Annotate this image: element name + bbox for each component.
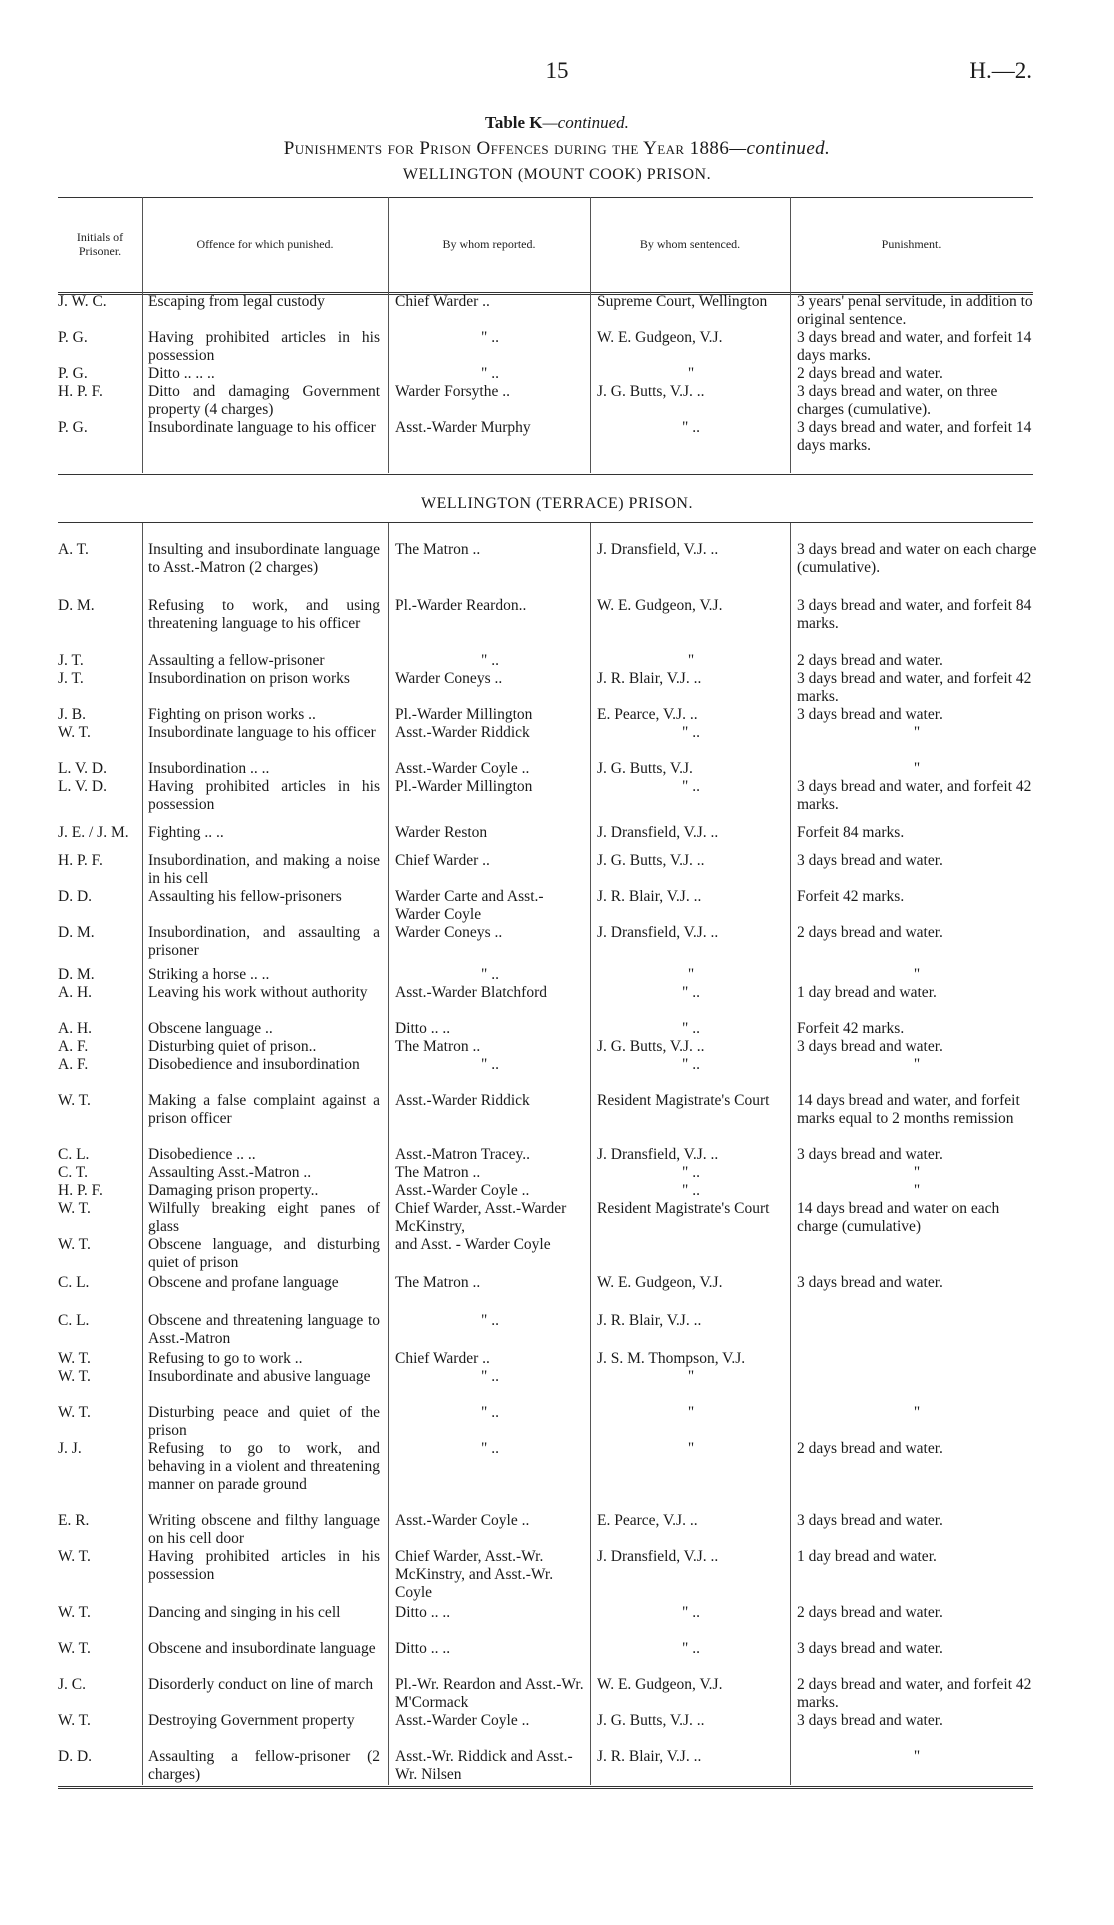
reported-cell: Asst.-Warder Riddick [395, 724, 530, 741]
section-title-terrace: WELLINGTON (TERRACE) PRISON. [421, 495, 693, 512]
reported-cell: Chief Warder .. [395, 852, 490, 869]
initials-cell: P. G. [58, 329, 88, 346]
offence-cell: Assaulting his fellow-prisoners [148, 888, 342, 905]
initials-cell: C. L. [58, 1274, 90, 1291]
sentenced-cell: " [687, 365, 695, 382]
column-header-initials [58, 198, 142, 290]
reported-cell: Ditto .. .. [395, 1640, 451, 1657]
reported-cell: Warder Reston [395, 824, 488, 841]
initials-cell: C. L. [58, 1312, 90, 1329]
offence-cell: Insubordinate language to his officer [148, 724, 376, 741]
sentenced-cell: " .. [682, 419, 700, 436]
reported-cell: Chief Warder, Asst.-Warder McKinstry, [395, 1200, 567, 1235]
punishment-cell: " [913, 1182, 921, 1199]
offence-cell: Wilfully breaking eight panes of glass [148, 1200, 380, 1235]
sentenced-cell: " .. [682, 778, 700, 795]
punishment-cell: 3 years' penal servitude, in addition to original sentence. [797, 293, 1033, 328]
offence-cell: Disturbing peace and quiet of the prison [148, 1404, 380, 1439]
initials-cell: P. G. [58, 419, 88, 436]
initials-cell: C. L. [58, 1146, 90, 1163]
offence-cell: Writing obscene and filthy language on his cell door [148, 1512, 380, 1547]
offence-cell: Insubordination on prison works [148, 670, 350, 687]
offence-cell: Obscene language .. [148, 1020, 273, 1037]
initials-cell: L. V. D. [58, 760, 107, 777]
rule-section-start [58, 522, 1033, 523]
sentenced-cell: J. Dransfield, V.J. .. [597, 1146, 719, 1163]
reported-cell: Warder Coneys .. [395, 670, 503, 687]
column-header-label: Offence for which punished. [196, 237, 334, 251]
column-header-label: By whom reported. [442, 237, 536, 251]
sentenced-cell: Resident Magistrate's Court [597, 1200, 770, 1217]
initials-cell: J. T. [58, 670, 84, 687]
offence-cell: Obscene and profane language [148, 1274, 339, 1291]
reported-cell: The Matron .. [395, 541, 481, 558]
punishment-cell: 3 days bread and water, on three charges (cumulative). [797, 383, 998, 418]
column-header-punishment [790, 198, 1033, 290]
reported-cell: Pl.-Warder Reardon.. [395, 597, 527, 614]
offence-cell: Insubordination, and assaulting a prisoner [148, 924, 380, 959]
offence-cell: Refusing to work, and using threatening language to his officer [148, 597, 380, 632]
offence-cell: Fighting .. .. [148, 824, 224, 841]
punishment-cell: 3 days bread and water. [797, 706, 943, 723]
reported-cell: and Asst. - Warder Coyle [395, 1236, 551, 1253]
offence-cell: Leaving his work without authority [148, 984, 368, 1001]
table-name: Table K [485, 113, 543, 132]
reported-cell: " .. [481, 329, 499, 346]
reported-cell: Pl.-Warder Millington [395, 706, 533, 723]
sentenced-cell: J. Dransfield, V.J. .. [597, 541, 719, 558]
punishment-cell: " [913, 724, 921, 741]
sentenced-cell: J. Dransfield, V.J. .. [597, 1548, 719, 1565]
initials-cell: W. T. [58, 1548, 91, 1565]
offence-cell: Having prohibited articles in his possession [148, 778, 380, 813]
sentenced-cell: " .. [682, 984, 700, 1001]
offence-cell: Fighting on prison works .. [148, 706, 316, 723]
sentenced-cell: E. Pearce, V.J. .. [597, 1512, 698, 1529]
reported-cell: Asst.-Warder Blatchford [395, 984, 547, 1001]
reported-cell: " .. [481, 1312, 499, 1329]
reported-cell: Asst.-Warder Murphy [395, 419, 531, 436]
initials-cell: W. T. [58, 1236, 91, 1253]
initials-cell: W. T. [58, 1092, 91, 1109]
punishment-cell: 3 days bread and water. [797, 1640, 943, 1657]
sentenced-cell: " .. [682, 1182, 700, 1199]
offence-cell: Having prohibited articles in his possession [148, 329, 380, 364]
reported-cell: The Matron .. [395, 1274, 481, 1291]
sentenced-cell: J. G. Butts, V.J. .. [597, 383, 705, 400]
offence-cell: Refusing to go to work .. [148, 1350, 303, 1367]
reported-cell: " .. [481, 1056, 499, 1073]
sentenced-cell: Supreme Court, Wellington [597, 293, 768, 310]
offence-cell: Disobedience and insubordination [148, 1056, 360, 1073]
column-divider [790, 523, 791, 1785]
initials-cell: W. T. [58, 1712, 91, 1729]
sentenced-cell: J. R. Blair, V.J. .. [597, 888, 702, 905]
offence-cell: Insubordination, and making a noise in his cell [148, 852, 380, 887]
initials-cell: H. P. F. [58, 852, 103, 869]
punishment-cell: 3 days bread and water. [797, 852, 943, 869]
reported-cell: " .. [481, 1440, 499, 1457]
offence-cell: Making a false complaint against a prison officer [148, 1092, 380, 1127]
reported-cell: " .. [481, 1404, 499, 1421]
punishment-cell: Forfeit 42 marks. [797, 888, 905, 905]
offence-cell: Disorderly conduct on line of march [148, 1676, 374, 1693]
offence-cell: Ditto .. .. .. [148, 365, 215, 382]
sentenced-cell: " [687, 652, 695, 669]
sentenced-cell: W. E. Gudgeon, V.J. [597, 1274, 723, 1291]
initials-cell: D. D. [58, 888, 93, 905]
reported-cell: Warder Forsythe .. [395, 383, 510, 400]
column-divider [388, 523, 389, 1785]
sentenced-cell: " .. [682, 1164, 700, 1181]
punishment-cell: " [913, 966, 921, 983]
table-title [0, 113, 1114, 133]
sentenced-cell: J. G. Butts, V.J. [597, 760, 693, 777]
initials-cell: W. T. [58, 1404, 91, 1421]
column-header-offence [142, 198, 388, 290]
offence-cell: Insulting and insubordinate language to Asst.-Matron (2 charges) [148, 541, 380, 576]
reported-cell: " .. [481, 1368, 499, 1385]
reported-cell: The Matron .. [395, 1038, 481, 1055]
sentenced-cell: " .. [682, 1056, 700, 1073]
initials-cell: W. T. [58, 1200, 91, 1217]
report-code: H.—2. [969, 58, 1032, 83]
offence-cell: Insubordination .. .. [148, 760, 270, 777]
punishment-cell: 3 days bread and water, and forfeit 42 marks. [797, 778, 1032, 813]
offence-cell: Obscene language, and disturbing quiet of prison [148, 1236, 380, 1271]
sentenced-cell: J. Dransfield, V.J. .. [597, 924, 719, 941]
table-suffix: —continued. [542, 113, 629, 132]
reported-cell: " .. [481, 966, 499, 983]
initials-cell: A. H. [58, 1020, 93, 1037]
reported-cell: Ditto .. .. [395, 1604, 451, 1621]
offence-cell: Damaging prison property.. [148, 1182, 319, 1199]
initials-cell: W. T. [58, 1640, 91, 1657]
punishment-cell: Forfeit 42 marks. [797, 1020, 905, 1037]
punishment-cell: 2 days bread and water. [797, 652, 943, 669]
reported-cell: Asst.-Matron Tracey.. [395, 1146, 531, 1163]
initials-cell: W. T. [58, 724, 91, 741]
initials-cell: A. F. [58, 1038, 89, 1055]
reported-cell: Chief Warder .. [395, 293, 490, 310]
reported-cell: Asst.-Warder Riddick [395, 1092, 530, 1109]
punishment-cell: 14 days bread and water, and forfeit marks equal to 2 months remission [797, 1092, 1020, 1127]
sentenced-cell: " [687, 1440, 695, 1457]
punishment-cell: 3 days bread and water on each charge (cumulative). [797, 541, 1037, 576]
column-divider [388, 197, 389, 473]
reported-cell: Pl.-Warder Millington [395, 778, 533, 795]
column-divider [590, 523, 591, 1785]
initials-cell: W. T. [58, 1350, 91, 1367]
initials-cell: D. M. [58, 597, 95, 614]
offence-cell: Refusing to go to work, and behaving in a violent and threatening manner on parade ground [148, 1440, 380, 1493]
punishment-cell: " [913, 1748, 921, 1765]
initials-cell: D. D. [58, 1748, 93, 1765]
sentenced-cell: J. Dransfield, V.J. .. [597, 824, 719, 841]
rule-section-end [58, 474, 1033, 475]
reported-cell: The Matron .. [395, 1164, 481, 1181]
sentenced-cell: J. G. Butts, V.J. .. [597, 1712, 705, 1729]
initials-cell: W. T. [58, 1604, 91, 1621]
sentenced-cell: J. R. Blair, V.J. .. [597, 670, 702, 687]
sentenced-cell: J. G. Butts, V.J. .. [597, 1038, 705, 1055]
punishment-cell: 3 days bread and water. [797, 1146, 943, 1163]
reported-cell: Asst.-Warder Coyle .. [395, 760, 530, 777]
punishment-cell: 2 days bread and water, and forfeit 42 marks. [797, 1676, 1032, 1711]
subtitle-suffix: —continued. [729, 138, 831, 159]
table-subtitle [0, 138, 1114, 160]
offence-cell: Destroying Government property [148, 1712, 355, 1729]
offence-cell: Ditto and damaging Government property (4 charges) [148, 383, 380, 418]
punishment-cell: " [913, 1404, 921, 1421]
column-divider [142, 197, 143, 473]
reported-cell: Chief Warder .. [395, 1350, 490, 1367]
reported-cell: " .. [481, 652, 499, 669]
punishment-cell: " [913, 760, 921, 777]
column-header-reported [388, 198, 590, 290]
punishment-cell: " [913, 1056, 921, 1073]
punishment-cell: 2 days bread and water. [797, 365, 943, 382]
reported-cell: Asst.-Warder Coyle .. [395, 1182, 530, 1199]
sentenced-cell: " .. [682, 1640, 700, 1657]
punishment-cell: 3 days bread and water, and forfeit 14 days marks. [797, 419, 1032, 454]
sentenced-cell: W. E. Gudgeon, V.J. [597, 329, 723, 346]
offence-cell: Insubordinate language to his officer [148, 419, 376, 436]
page-number: 15 [545, 58, 569, 83]
initials-cell: J. B. [58, 706, 86, 723]
sentenced-cell: " .. [682, 1604, 700, 1621]
initials-cell: A. H. [58, 984, 93, 1001]
sentenced-cell: E. Pearce, V.J. .. [597, 706, 698, 723]
punishment-cell: 3 days bread and water. [797, 1038, 943, 1055]
offence-cell: Disobedience .. .. [148, 1146, 256, 1163]
initials-cell: H. P. F. [58, 1182, 103, 1199]
punishment-cell: 3 days bread and water, and forfeit 84 marks. [797, 597, 1032, 632]
initials-cell: P. G. [58, 365, 88, 382]
column-divider [590, 197, 591, 473]
punishment-cell: 14 days bread and water on each charge (cumulative) [797, 1200, 1000, 1235]
initials-cell: D. M. [58, 924, 95, 941]
column-divider [790, 197, 791, 473]
column-header-label: Initials of Prisoner. [76, 230, 124, 258]
offence-cell: Assaulting a fellow-prisoner (2 charges) [148, 1748, 380, 1783]
initials-cell: J. W. C. [58, 293, 107, 310]
sentenced-cell: Resident Magistrate's Court [597, 1092, 770, 1109]
reported-cell: Asst.-Warder Coyle .. [395, 1712, 530, 1729]
reported-cell: Warder Carte and Asst.-Warder Coyle [395, 888, 544, 923]
punishment-cell: Forfeit 84 marks. [797, 824, 905, 841]
initials-cell: J. J. [58, 1440, 82, 1457]
rule-table-end [58, 1786, 1033, 1789]
reported-cell: Warder Coneys .. [395, 924, 503, 941]
column-divider [142, 523, 143, 1785]
punishment-cell: 3 days bread and water. [797, 1274, 943, 1291]
offence-cell: Insubordinate and abusive language [148, 1368, 371, 1385]
initials-cell: J. C. [58, 1676, 86, 1693]
initials-cell: J. E. / J. M. [58, 824, 129, 841]
sentenced-cell: J. R. Blair, V.J. .. [597, 1312, 702, 1329]
column-header-sentenced [590, 198, 790, 290]
initials-cell: L. V. D. [58, 778, 107, 795]
column-header-label: By whom sentenced. [639, 237, 741, 251]
sentenced-cell: J. S. M. Thompson, V.J. [597, 1350, 746, 1367]
punishment-cell: 2 days bread and water. [797, 1604, 943, 1621]
initials-cell: A. T. [58, 541, 89, 558]
column-header-label: Punishment. [881, 237, 942, 251]
initials-cell: J. T. [58, 652, 84, 669]
sentenced-cell: J. R. Blair, V.J. .. [597, 1748, 702, 1765]
sentenced-cell: " .. [682, 1020, 700, 1037]
offence-cell: Escaping from legal custody [148, 293, 325, 310]
reported-cell: Ditto .. .. [395, 1020, 451, 1037]
sentenced-cell: W. E. Gudgeon, V.J. [597, 597, 723, 614]
offence-cell: Obscene and threatening language to Asst.-Matron [148, 1312, 380, 1347]
initials-cell: A. F. [58, 1056, 89, 1073]
offence-cell: Obscene and insubordinate language [148, 1640, 376, 1657]
initials-cell: H. P. F. [58, 383, 103, 400]
sentenced-cell: " [687, 1404, 695, 1421]
punishment-cell: 2 days bread and water. [797, 924, 943, 941]
offence-cell: Striking a horse .. .. [148, 966, 270, 983]
punishment-cell: 3 days bread and water, and forfeit 14 days marks. [797, 329, 1032, 364]
sentenced-cell: " [687, 966, 695, 983]
sentenced-cell: " .. [682, 724, 700, 741]
punishment-cell: 1 day bread and water. [797, 1548, 937, 1565]
offence-cell: Assaulting a fellow-prisoner [148, 652, 325, 669]
reported-cell: Chief Warder, Asst.-Wr. McKinstry, and Asst.-Wr. Coyle [395, 1548, 554, 1601]
punishment-cell: 1 day bread and water. [797, 984, 937, 1001]
sentenced-cell: W. E. Gudgeon, V.J. [597, 1676, 723, 1693]
punishment-cell: 3 days bread and water. [797, 1512, 943, 1529]
punishment-cell: 2 days bread and water. [797, 1440, 943, 1457]
reported-cell: " .. [481, 365, 499, 382]
sentenced-cell: J. G. Butts, V.J. .. [597, 852, 705, 869]
offence-cell: Dancing and singing in his cell [148, 1604, 341, 1621]
section-title-mount-cook: WELLINGTON (MOUNT COOK) PRISON. [402, 166, 712, 183]
sentenced-cell: " [687, 1368, 695, 1385]
initials-cell: D. M. [58, 966, 95, 983]
punishment-cell: 3 days bread and water. [797, 1712, 943, 1729]
initials-cell: W. T. [58, 1368, 91, 1385]
reported-cell: Asst.-Warder Coyle .. [395, 1512, 530, 1529]
offence-cell: Disturbing quiet of prison.. [148, 1038, 317, 1055]
subtitle-main: Punishments for Prison Offences during the Year 1886 [283, 138, 730, 159]
reported-cell: Asst.-Wr. Riddick and Asst.-Wr. Nilsen [395, 1748, 573, 1783]
initials-cell: C. T. [58, 1164, 89, 1181]
offence-cell: Having prohibited articles in his possession [148, 1548, 380, 1583]
reported-cell: Pl.-Wr. Reardon and Asst.-Wr. M'Cormack [395, 1676, 584, 1711]
punishment-cell: " [913, 1164, 921, 1181]
initials-cell: E. R. [58, 1512, 90, 1529]
offence-cell: Assaulting Asst.-Matron .. [148, 1164, 312, 1181]
punishment-cell: 3 days bread and water, and forfeit 42 marks. [797, 670, 1032, 705]
